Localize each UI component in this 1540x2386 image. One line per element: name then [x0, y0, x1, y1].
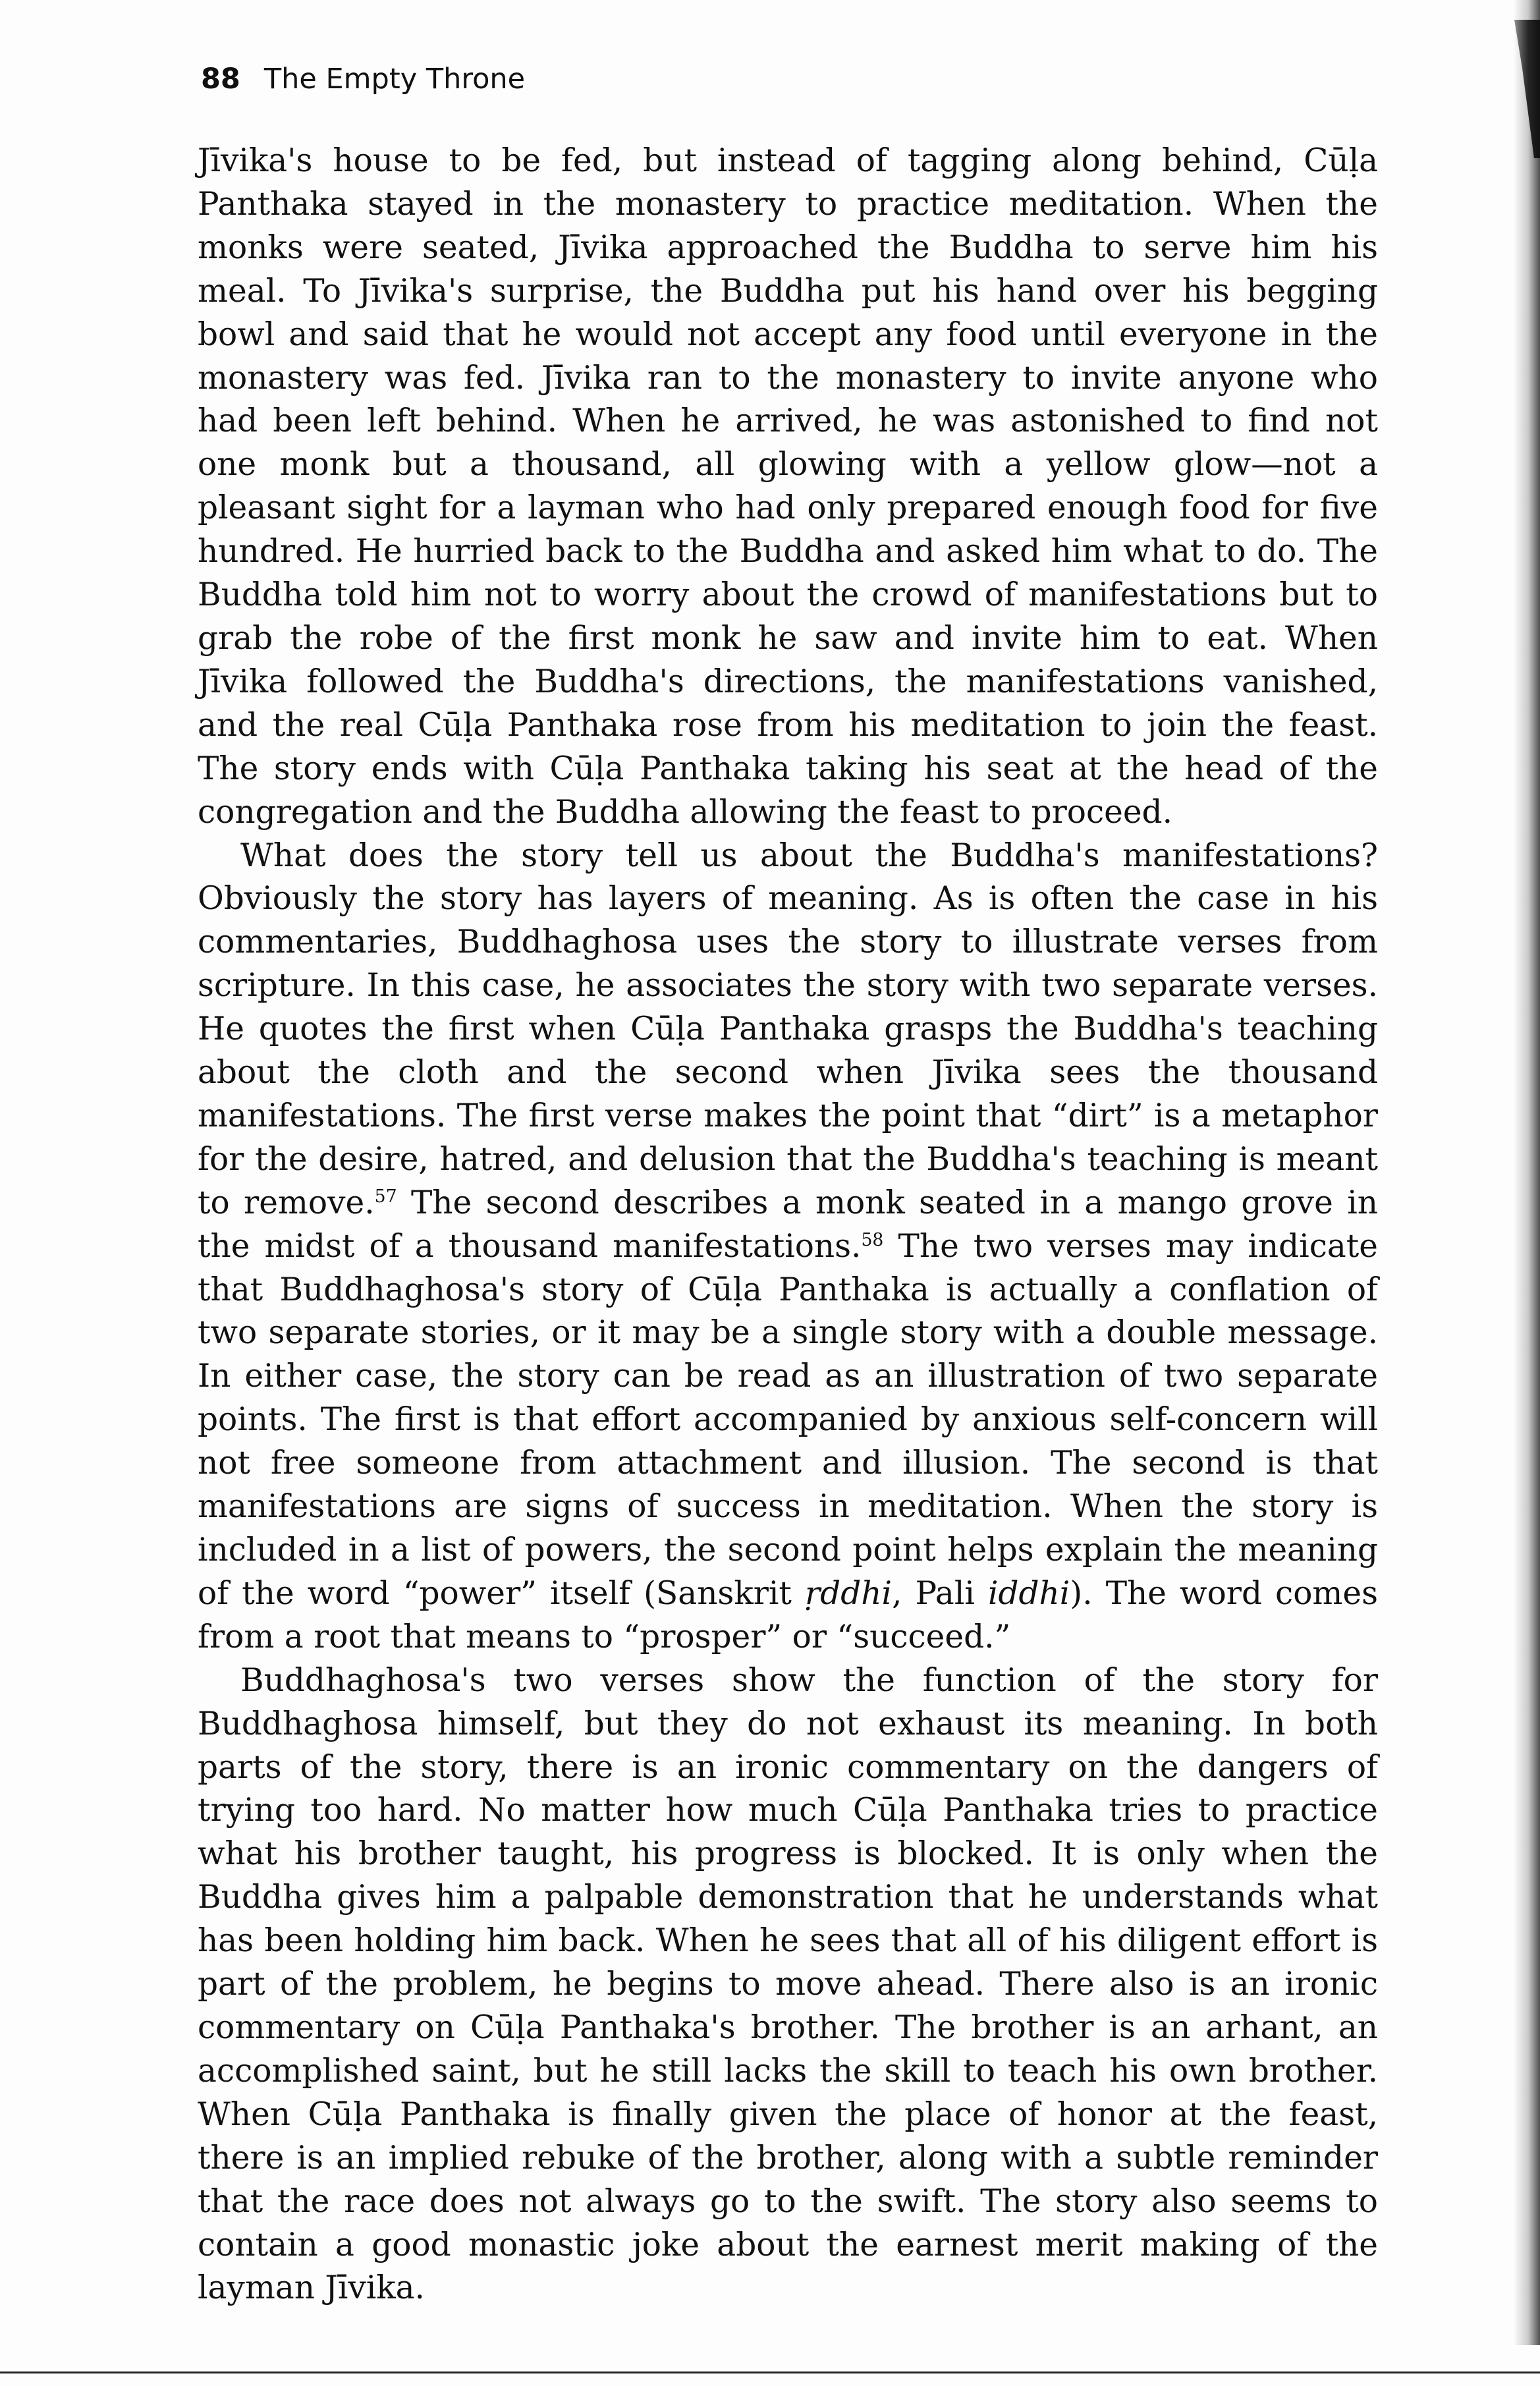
text-run: , Pali	[892, 1574, 988, 1612]
text-run: The two verses may indicate that Buddhaghosa's story of Cūḷa Panthaka is actually a conflation of two separate stories, or it may be a single story with a double message. In either case, the story can be read as an illustration of two separate points. The first is that effort accompanied by anxious self-concern will not free someone from attachment and illusion. The second is that manifestations are signs of success in meditation. When the story is included in a list of powers, the second point helps explain the meaning of the word “power” itself (Sanskrit	[198, 1227, 1378, 1612]
paragraph-2	[198, 835, 1378, 1659]
paragraph-1	[198, 140, 1378, 835]
text-run: The second describes a monk seated in a mango grove in the midst of a thousand manifestations.	[198, 1184, 1378, 1265]
scan-edge-shadow	[1514, 0, 1540, 2345]
italic-term: ṛddhi	[804, 1574, 892, 1612]
text-run: Jīvika's house to be fed, but instead of tagging along behind, Cūḷa Panthaka stayed in the monastery to practice meditation. When the monks were seated, Jīvika approached the Buddha to serve him his meal. To Jīvika's surprise, the Buddha put his hand over his begging bowl and said that he would not accept any food until everyone in the monastery was fed. Jīvika ran to the monastery to invite anyone who had been left behind. When he arrived, he was astonished to find not one monk but a thousand, all glowing with a yellow glow—not a pleasant sight for a layman who had only prepared enough food for five hundred. He hurried back to the Buddha and asked him what to do. The Buddha told him not to worry about the crowd of manifestations but to grab the robe of the first monk he saw and invite him to eat. When Jīvika followed the Buddha's directions, the manifestations vanished, and the real Cūḷa Panthaka rose from his meditation to join the feast. The story ends with Cūḷa Panthaka taking his seat at the head of the congregation and the Buddha allowing the feast to proceed.	[198, 142, 1378, 831]
footnote-ref: 57	[374, 1186, 397, 1207]
running-header	[201, 63, 525, 96]
text-run: ). The word comes from a root that means to “prosper” or “succeed.”	[198, 1574, 1378, 1655]
paragraph-3	[198, 1659, 1378, 2311]
scan-bottom-edge	[0, 2372, 1540, 2373]
italic-term: iddhi	[987, 1574, 1070, 1612]
text-run: Buddhaghosa's two verses show the function of the story for Buddhaghosa himself, but they do not exhaust its meaning. In both parts of the story, there is an ironic commentary on the dangers of trying too hard. No matter how much Cūḷa Panthaka tries to practice what his brother taught, his progress is blocked. It is only when the Buddha gives him a palpable demonstration that he understands what has been holding him back. When he sees that all of his diligent effort is part of the problem, he begins to move ahead. There also is an ironic commentary on Cūḷa Panthaka's brother. The brother is an arhant, an accomplished saint, but he still lacks the skill to teach his own brother. When Cūḷa Panthaka is finally given the place of honor at the feast, there is an implied rebuke of the brother, along with a subtle reminder that the race does not always go to the swift. The story also seems to contain a good monastic joke about the earnest merit making of the layman Jīvika.	[198, 1661, 1378, 2307]
footnote-ref: 58	[861, 1229, 884, 1250]
book-title: The Empty Throne	[263, 63, 526, 96]
text-run: What does the story tell us about the Buddha's manifestations? Obviously the story has layers of meaning. As is often the case in his commentaries, Buddhaghosa uses the story to illustrate verses from scripture. In this case, he associates the story with two separate verses. He quotes the first when Cūḷa Panthaka grasps the Buddha's teaching about the cloth and the second when Jīvika sees the thousand manifestations. The first verse makes the point that “dirt” is a metaphor for the desire, hatred, and delusion that the Buddha's teaching is meant to remove.	[198, 837, 1378, 1221]
page-number: 88	[201, 63, 240, 96]
body-text	[198, 140, 1378, 2310]
